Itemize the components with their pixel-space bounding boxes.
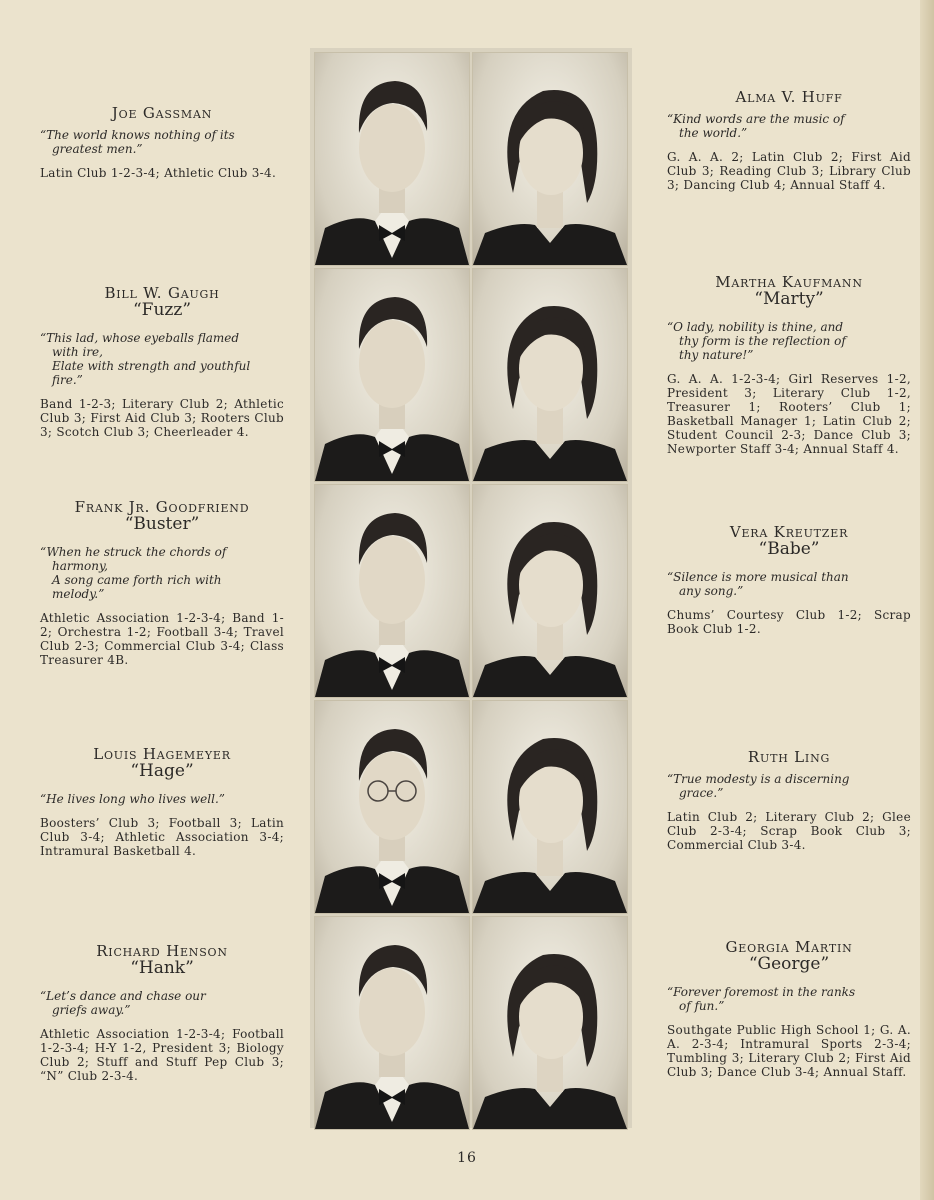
senior-name: Richard Henson	[96, 942, 228, 960]
senior-entry-frank-goodfriend	[40, 500, 284, 667]
senior-nickname: “Fuzz”	[132, 300, 192, 320]
portrait-photo-joe-gassman	[314, 52, 470, 266]
senior-activities: Band 1-2-3; Literary Club 2; Athletic Club 3; First Aid Club 3; Rooters Club 3; Scotch Club 3; Cheerleader 4.	[40, 397, 284, 439]
senior-quote: “This lad, whose eyeballs flamed with ire, Elate with strength and youthful fire.”	[40, 331, 251, 387]
senior-nickname: “Hank”	[130, 958, 194, 978]
senior-entry-richard-henson	[40, 944, 284, 1083]
senior-activities: Latin Club 2; Literary Club 2; Glee Club 2-3-4; Scrap Book Club 3; Commercial Club 3-4.	[667, 810, 911, 852]
senior-nickname: “Buster”	[124, 514, 200, 534]
senior-name: Ruth Ling	[747, 748, 831, 766]
page-edge	[920, 0, 934, 1200]
senior-name: Joe Gassman	[111, 104, 213, 122]
senior-name: Martha Kaufmann	[715, 273, 863, 291]
portrait-photo-bill-gaugh	[314, 268, 470, 482]
senior-quote: “He lives long who lives well.”	[40, 792, 225, 806]
senior-name: Georgia Martin	[725, 938, 853, 956]
senior-name: Vera Kreutzer	[729, 523, 849, 541]
portrait-photo-vera-kreutzer	[472, 484, 628, 698]
senior-quote: “True modesty is a discerning grace.”	[667, 772, 850, 800]
senior-entry-martha-kaufmann	[667, 275, 911, 456]
senior-quote: “Let’s dance and chase our griefs away.”	[40, 989, 206, 1017]
senior-entry-joe-gassman	[40, 106, 284, 180]
page-number: 16	[457, 1150, 477, 1166]
senior-activities: Chums’ Courtesy Club 1-2; Scrap Book Club 1-2.	[667, 608, 911, 636]
senior-nickname: “Marty”	[754, 289, 824, 309]
portrait-photo-ruth-ling	[472, 700, 628, 914]
senior-activities: Athletic Association 1-2-3-4; Band 1-2; Orchestra 1-2; Football 3-4; Travel Club 2-3; Commercial Club 3-4; Class Treasurer 4B.	[40, 611, 284, 667]
senior-activities: Athletic Association 1-2-3-4; Football 1-2-3-4; H-Y 1-2, President 3; Biology Club 2; Stuff and Stuff Pep Club 3; “N” Club 2-3-4.	[40, 1027, 284, 1083]
senior-entry-georgia-martin	[667, 940, 911, 1079]
senior-activities: Latin Club 1-2-3-4; Athletic Club 3-4.	[40, 166, 277, 180]
portrait-photo-martha-kaufmann	[472, 268, 628, 482]
senior-nickname: “Babe”	[758, 539, 820, 559]
senior-entry-louis-hagemeyer	[40, 747, 284, 858]
senior-quote: “O lady, nobility is thine, and thy form is the reflection of thy nature!”	[667, 320, 846, 362]
portrait-photo-richard-henson	[314, 916, 470, 1130]
portrait-photo-alma-huff	[472, 52, 628, 266]
senior-activities: G. A. A. 1-2-3-4; Girl Reserves 1-2, President 3; Literary Club 1-2, Treasurer 1; Rooters’ Club 1; Basketball Manager 1; Latin Club 2; Student Council 2-3; Dance Club 3; Newporter Staff 3-4; Annual Staff 4.	[667, 372, 911, 456]
senior-quote: “The world knows nothing of its greatest men.”	[40, 128, 235, 156]
senior-name: Bill W. Gaugh	[104, 284, 220, 302]
senior-name: Alma V. Huff	[735, 88, 843, 106]
senior-nickname: “George”	[748, 954, 830, 974]
senior-name: Louis Hagemeyer	[93, 745, 231, 763]
portrait-photo-louis-hagemeyer	[314, 700, 470, 914]
senior-entry-bill-gaugh	[40, 286, 284, 439]
portrait-photo-georgia-martin	[472, 916, 628, 1130]
senior-activities: Boosters’ Club 3; Football 3; Latin Club 3-4; Athletic Association 3-4; Intramural Basketball 4.	[40, 816, 284, 858]
senior-activities: G. A. A. 2; Latin Club 2; First Aid Club 3; Reading Club 3; Library Club 3; Dancing Club 4; Annual Staff 4.	[667, 150, 911, 192]
senior-entry-vera-kreutzer	[667, 525, 911, 636]
portrait-photo-frank-goodfriend	[314, 484, 470, 698]
senior-activities: Southgate Public High School 1; G. A. A. 2-3-4; Intramural Sports 2-3-4; Tumbling 3; Literary Club 2; First Aid Club 3; Dance Club 3-4; Annual Staff.	[667, 1023, 911, 1079]
senior-quote: “When he struck the chords of harmony, A song came forth rich with melody.”	[40, 545, 227, 601]
senior-quote: “Kind words are the music of the world.”	[667, 112, 845, 140]
senior-quote: “Silence is more musical than any song.”	[667, 570, 849, 598]
senior-entry-alma-huff	[667, 90, 911, 192]
senior-quote: “Forever foremost in the ranks of fun.”	[667, 985, 856, 1013]
senior-nickname: “Hage”	[130, 761, 194, 781]
senior-name: Frank Jr. Goodfriend	[74, 498, 250, 516]
senior-entry-ruth-ling	[667, 750, 911, 852]
